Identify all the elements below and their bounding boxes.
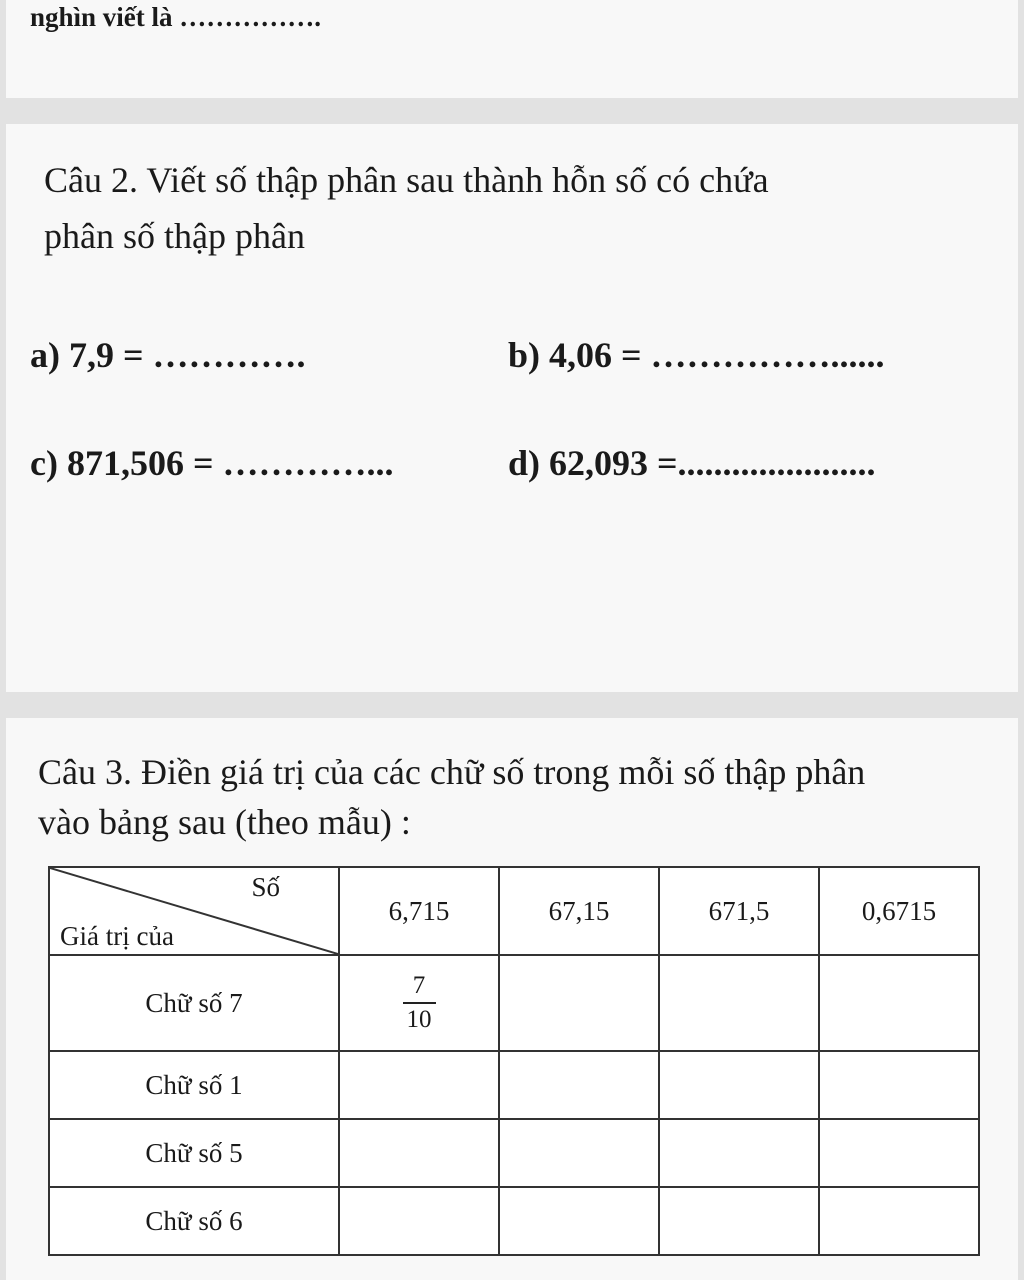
question-2-card [6, 124, 1018, 692]
answer-cell[interactable] [339, 1187, 499, 1255]
table-header-row [49, 867, 979, 955]
digit-value-table [48, 866, 980, 1256]
answer-cell[interactable] [659, 1119, 819, 1187]
answer-cell[interactable] [499, 1119, 659, 1187]
row-label: Chữ số 1 [49, 1051, 339, 1119]
table-row [49, 1119, 979, 1187]
column-header: 0,6715 [819, 867, 979, 955]
answer-cell[interactable] [819, 1187, 979, 1255]
answer-cell[interactable] [819, 1051, 979, 1119]
answer-cell[interactable] [499, 1051, 659, 1119]
question-2-item-d: d) 62,093 =...................... [508, 443, 876, 483]
answer-cell[interactable] [819, 1119, 979, 1187]
answer-cell[interactable] [339, 1119, 499, 1187]
question-2-item-a: a) 7,9 = …………. [30, 335, 306, 375]
answer-cell[interactable] [499, 955, 659, 1051]
table-row [49, 955, 979, 1051]
column-header: 67,15 [499, 867, 659, 955]
question-2-title-line-1: Câu 2. Viết số thập phân sau thành hỗn số có chứa [44, 160, 769, 200]
question-3-title-line-2: vào bảng sau (theo mẫu) : [38, 802, 411, 842]
question-2-title-line-2: phân số thập phân [44, 216, 305, 256]
answer-cell[interactable] [659, 1051, 819, 1119]
answer-cell[interactable] [819, 955, 979, 1051]
fraction-numerator: 7 [412, 972, 426, 999]
answer-cell[interactable] [339, 1051, 499, 1119]
question-3-title-line-1: Câu 3. Điền giá trị của các chữ số trong mỗi số thập phân [38, 752, 866, 792]
example-cell [339, 955, 499, 1051]
question-2-item-b: b) 4,06 = ……………...... [508, 335, 885, 375]
fraction-bar [403, 1002, 436, 1004]
fraction-denominator: 10 [406, 1006, 432, 1033]
table-row [49, 1051, 979, 1119]
answer-cell[interactable] [659, 955, 819, 1051]
top-card [6, 0, 1018, 98]
answer-cell[interactable] [499, 1187, 659, 1255]
answer-cell[interactable] [659, 1187, 819, 1255]
row-label: Chữ số 5 [49, 1119, 339, 1187]
previous-question-tail: nghìn viết là ……………. [30, 2, 322, 32]
question-3-card [6, 718, 1018, 1280]
column-header: 6,715 [339, 867, 499, 955]
column-header: 671,5 [659, 867, 819, 955]
corner-label-value-of: Giá trị của [60, 921, 174, 951]
table-corner-cell [49, 867, 339, 955]
question-2-item-c: c) 871,506 = …………... [30, 443, 394, 483]
row-label: Chữ số 7 [49, 955, 339, 1051]
example-fraction [403, 971, 436, 1035]
table-row [49, 1187, 979, 1255]
corner-label-number: Số [251, 872, 280, 902]
row-label: Chữ số 6 [49, 1187, 339, 1255]
